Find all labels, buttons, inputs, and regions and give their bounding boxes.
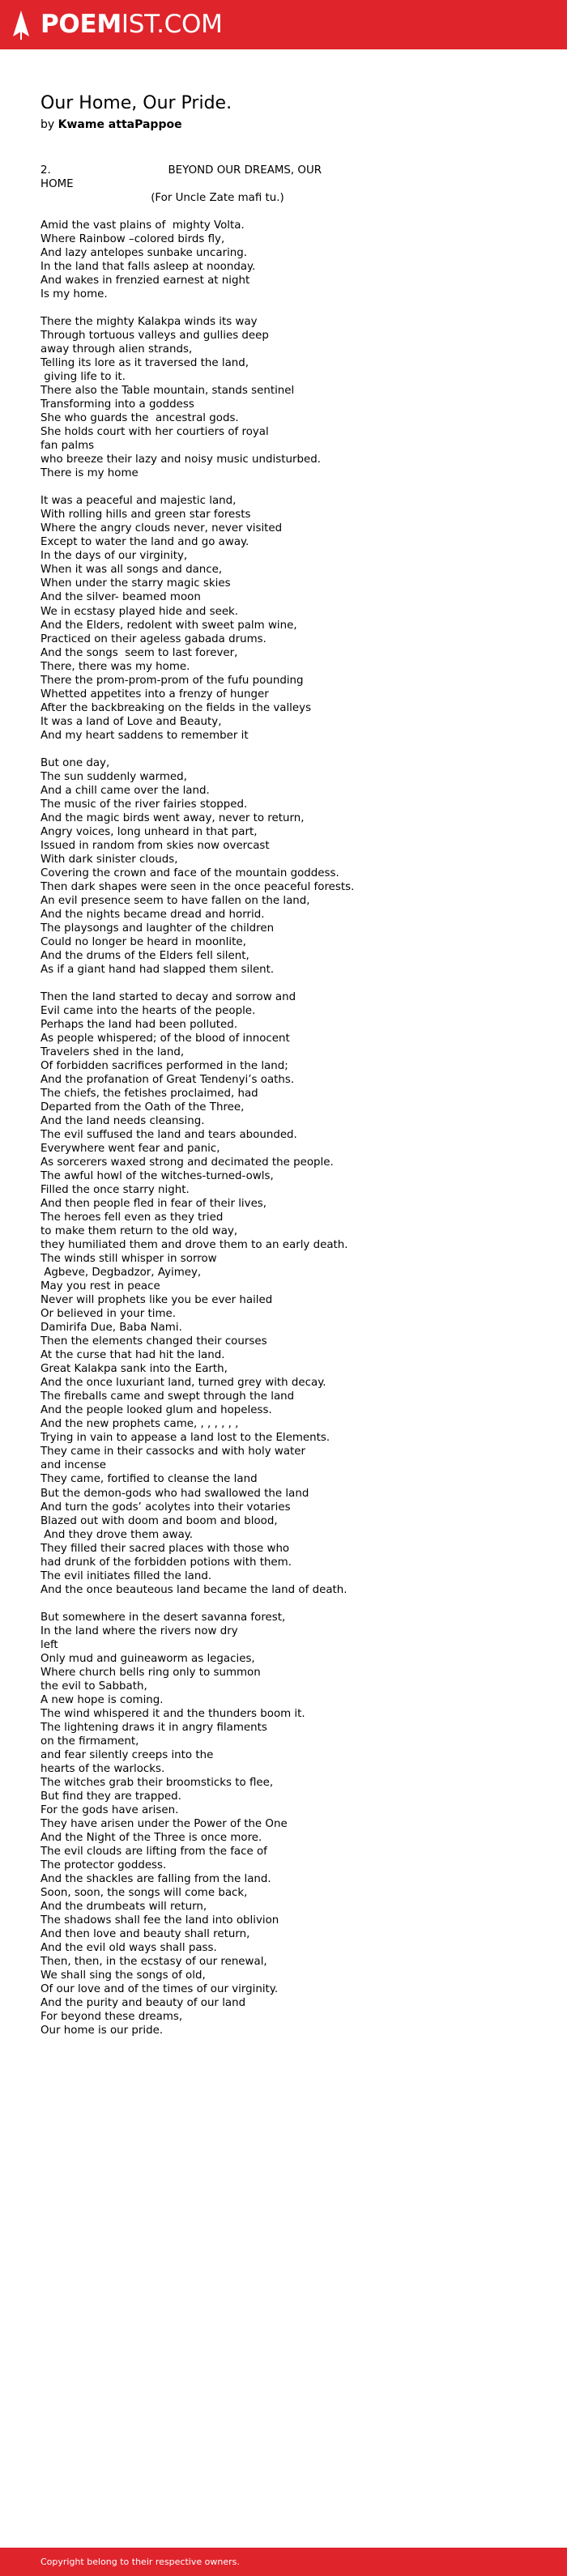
poem-line: Through tortuous valleys and gullies deep: [40, 330, 269, 343]
poem-line: they humiliated them and drove them to an early death.: [40, 1239, 348, 1252]
stanza: [40, 756, 526, 977]
poem-line: Whetted appetites into a frenzy of hunger: [40, 688, 269, 700]
poem-line: There the mighty Kalakpa winds its way: [40, 316, 258, 329]
poem-line: The sun suddenly warmed,: [40, 770, 187, 783]
poem-line: And the profanation of Great Tendenyi’s oaths.: [40, 1074, 295, 1087]
stanza: [40, 219, 526, 301]
poem-line: She holds court with her courtiers of royal: [40, 426, 269, 439]
poem-line: Could no longer be heard in moonlite,: [40, 935, 246, 948]
poem-line: As if a giant hand had slapped them silent.: [40, 963, 275, 976]
poem-line: HOME: [40, 178, 74, 191]
poem-line: left: [40, 1638, 58, 1651]
poem-line: The lightening draws it in angry filaments: [40, 1721, 267, 1734]
poem-line: And then people fled in fear of their lives,: [40, 1198, 267, 1211]
poem-line: Telling its lore as it traversed the land,: [40, 357, 249, 370]
poem-line: They filled their sacred places with those who: [40, 1542, 290, 1555]
poem-line: And the new prophets came, , , , , , ,: [40, 1418, 239, 1431]
poem-line: And the people looked glum and hopeless.: [40, 1404, 272, 1417]
poem-content: [0, 49, 567, 2548]
poem-line: and incense: [40, 1459, 106, 1472]
poem-line: Agbeve, Degbadzor, Ayimey,: [40, 1267, 202, 1279]
poem-line: hearts of the warlocks.: [40, 1762, 165, 1775]
quill-pen-icon: [11, 10, 31, 40]
poem-line: Except to water the land and go away.: [40, 536, 249, 549]
poem-line: Is my home.: [40, 288, 108, 301]
copyright-text: Copyright belong to their respective owners.: [40, 2557, 240, 2567]
poem-line: Perhaps the land had been polluted.: [40, 1018, 237, 1031]
poem-line: She who guards the ancestral gods.: [40, 412, 239, 425]
poem-line: When it was all songs and dance,: [40, 564, 223, 577]
poem-line: Departed from the Oath of the Three,: [40, 1101, 245, 1114]
poem-line: For the gods have arisen.: [40, 1803, 179, 1816]
poem-line: The wind whispered it and the thunders boom it.: [40, 1707, 305, 1720]
poem-line: In the days of our virginity,: [40, 550, 188, 563]
poem-line: The winds still whisper in sorrow: [40, 1253, 217, 1266]
poem-line: And then love and beauty shall return,: [40, 1928, 250, 1940]
poem-line: Transforming into a goddess: [40, 398, 194, 411]
poem-line: And the purity and beauty of our land: [40, 1997, 246, 2010]
poem-line: Or believed in your time.: [40, 1308, 176, 1321]
poem-line: A new hope is coming.: [40, 1693, 164, 1706]
poem-line: And the once luxuriant land, turned grey with decay.: [40, 1377, 326, 1390]
poem-line: Blazed out with doom and boom and blood,: [40, 1514, 278, 1527]
poem-body: [40, 164, 526, 2037]
poem-line: But the demon-gods who had swallowed the land: [40, 1487, 309, 1500]
poem-line: giving life to it.: [40, 371, 126, 384]
site-header: [0, 0, 567, 49]
poem-line: We in ecstasy played hide and seek.: [40, 605, 239, 618]
poem-line: We shall sing the songs of old,: [40, 1969, 206, 1982]
poem-line: There also the Table mountain, stands sentinel: [40, 385, 295, 398]
poem-line: When under the starry magic skies: [40, 577, 231, 590]
poem-line: Our home is our pride.: [40, 2025, 164, 2037]
poem-line: Angry voices, long unheard in that part,: [40, 825, 258, 838]
stanza: [40, 494, 526, 742]
poem-line: Then, then, in the ecstasy of our renewal,: [40, 1956, 267, 1969]
byline-prefix: by: [40, 118, 58, 131]
poem-line: Then the land started to decay and sorrow and: [40, 990, 296, 1003]
poem-line: Issued in random from skies now overcast: [40, 839, 270, 852]
poem-line: Evil came into the hearts of the people.: [40, 1004, 256, 1017]
site-logo[interactable]: [11, 10, 223, 40]
poem-line: (For Uncle Zate mafi tu.): [40, 192, 284, 205]
poem-line: And the magic birds went away, never to return,: [40, 811, 305, 824]
poem-line: With dark sinister clouds,: [40, 853, 178, 866]
poem-line: to make them return to the old way,: [40, 1225, 238, 1238]
poem-line: And the drums of the Elders fell silent,: [40, 949, 249, 962]
stanza: [40, 164, 526, 205]
poem-line: Of forbidden sacrifices performed in the land;: [40, 1060, 288, 1073]
poem-line: Practiced on their ageless gabada drums.: [40, 632, 266, 645]
poem-line: An evil presence seem to have fallen on the land,: [40, 894, 310, 907]
poem-line: Damirifa Due, Baba Nami.: [40, 1322, 182, 1335]
poem-line: The evil suffused the land and tears abounded.: [40, 1129, 297, 1142]
poem-line: had drunk of the forbidden potions with them.: [40, 1556, 292, 1569]
poem-line: After the backbreaking on the fields in the valleys: [40, 701, 312, 714]
poem-line: But one day,: [40, 756, 110, 769]
poem-line: The evil clouds are lifting from the face of: [40, 1845, 267, 1858]
poem-line: For beyond these dreams,: [40, 2011, 183, 2024]
poem-line: At the curse that had hit the land.: [40, 1349, 225, 1362]
poem-line: And the once beauteous land became the land of death.: [40, 1583, 347, 1596]
poem-line: And turn the gods’ acolytes into their votaries: [40, 1501, 291, 1514]
site-logo-text: POEMIST.COM: [40, 10, 223, 39]
poem-line: And the evil old ways shall pass.: [40, 1942, 217, 1955]
poem-line: They came, fortified to cleanse the land: [40, 1473, 258, 1486]
poem-line: With rolling hills and green star forests: [40, 509, 251, 522]
poem-line: And the drumbeats will return,: [40, 1900, 207, 1913]
poem-line: Covering the crown and face of the mountain goddess.: [40, 866, 339, 879]
poem-line: who breeze their lazy and noisy music undisturbed.: [40, 453, 321, 466]
poem-line: The shadows shall fee the land into oblivion: [40, 1914, 279, 1927]
poem-line: The heroes fell even as they tried: [40, 1211, 224, 1224]
poem-line: The fireballs came and swept through the land: [40, 1390, 295, 1403]
poem-line: The evil initiates filled the land.: [40, 1569, 212, 1582]
poem-line: They came in their cassocks and with holy water: [40, 1446, 306, 1458]
poem-line: And they drove them away.: [40, 1528, 194, 1541]
poem-line: But somewhere in the desert savanna forest,: [40, 1611, 286, 1624]
poem-line: And the land needs cleansing.: [40, 1115, 205, 1128]
poem-line: And my heart saddens to remember it: [40, 729, 249, 742]
poem-line: In the land that falls asleep at noonday.: [40, 261, 256, 274]
stanza: [40, 990, 526, 1597]
poem-line: And the silver- beamed moon: [40, 591, 201, 604]
poem-line: Then the elements changed their courses: [40, 1335, 267, 1348]
byline: [40, 117, 526, 133]
poem-line: Never will prophets like you be ever hailed: [40, 1294, 273, 1307]
poem-line: And the songs seem to last forever,: [40, 646, 238, 659]
poem-line: May you rest in peace: [40, 1280, 160, 1293]
poem-line: and fear silently creeps into the: [40, 1748, 214, 1761]
stanza: [40, 1611, 526, 2037]
poem-line: It was a land of Love and Beauty,: [40, 715, 222, 728]
poem-line: And the nights became dread and horrid.: [40, 908, 265, 921]
poem-line: Then dark shapes were seen in the once peaceful forests.: [40, 880, 355, 893]
poem-line: on the firmament,: [40, 1735, 139, 1748]
poem-line: In the land where the rivers now dry: [40, 1624, 238, 1637]
poem-line: Amid the vast plains of mighty Volta.: [40, 219, 245, 232]
poem-line: There is my home: [40, 467, 139, 480]
poem-line: The chiefs, the fetishes proclaimed, had: [40, 1088, 258, 1101]
poem-line: Everywhere went fear and panic,: [40, 1143, 220, 1156]
poem-line: The protector goddess.: [40, 1859, 167, 1871]
poem-line: And lazy antelopes sunbake uncaring.: [40, 247, 248, 260]
author-link[interactable]: Kwame attaPappoe: [58, 118, 182, 131]
poem-line: Only mud and guineaworm as legacies,: [40, 1652, 255, 1665]
poem-line: As sorcerers waxed strong and decimated the people.: [40, 1156, 334, 1169]
poem-line: Great Kalakpa sank into the Earth,: [40, 1363, 228, 1376]
poem-line: The music of the river fairies stopped.: [40, 798, 248, 811]
poem-title: Our Home, Our Pride.: [40, 93, 232, 113]
poem-line: But find they are trapped.: [40, 1790, 181, 1803]
poem-line: The playsongs and laughter of the children: [40, 922, 275, 935]
poem-line: Trying in vain to appease a land lost to the Elements.: [40, 1432, 330, 1445]
stanza: [40, 315, 526, 480]
poem-line: And wakes in frenzied earnest at night: [40, 275, 250, 287]
poem-line: Soon, soon, the songs will come back,: [40, 1886, 248, 1899]
poem-line: Where the angry clouds never, never visited: [40, 522, 283, 535]
poem-line: And the shackles are falling from the land.: [40, 1872, 271, 1885]
poem-line: fan palms: [40, 440, 95, 453]
poem-line: 2. BEYOND OUR DREAMS, OUR: [40, 164, 322, 177]
poem-line: Travelers shed in the land,: [40, 1046, 185, 1058]
poem-line: Where church bells ring only to summon: [40, 1666, 261, 1679]
poem-line: There the prom-prom-prom of the fufu pounding: [40, 674, 304, 687]
poem-line: The witches grab their broomsticks to flee,: [40, 1776, 274, 1789]
poem-line: They have arisen under the Power of the One: [40, 1817, 288, 1830]
poem-line: The awful howl of the witches-turned-owls,: [40, 1170, 274, 1183]
poem-line: As people whispered; of the blood of innocent: [40, 1032, 290, 1045]
poem-line: And a chill came over the land.: [40, 784, 210, 797]
poem-line: And the Night of the Three is once more.: [40, 1831, 262, 1844]
poem-line: the evil to Sabbath,: [40, 1680, 147, 1692]
poem-line: It was a peaceful and majestic land,: [40, 495, 237, 508]
site-footer: [0, 2548, 567, 2576]
poem-line: Of our love and of the times of our virginity.: [40, 1983, 279, 1996]
poem-line: Where Rainbow –colored birds fly,: [40, 233, 225, 246]
poem-line: Filled the once starry night.: [40, 1184, 190, 1197]
poem-line: There, there was my home.: [40, 660, 190, 673]
poem-line: And the Elders, redolent with sweet palm wine,: [40, 619, 297, 632]
poem-line: away through alien strands,: [40, 343, 193, 356]
